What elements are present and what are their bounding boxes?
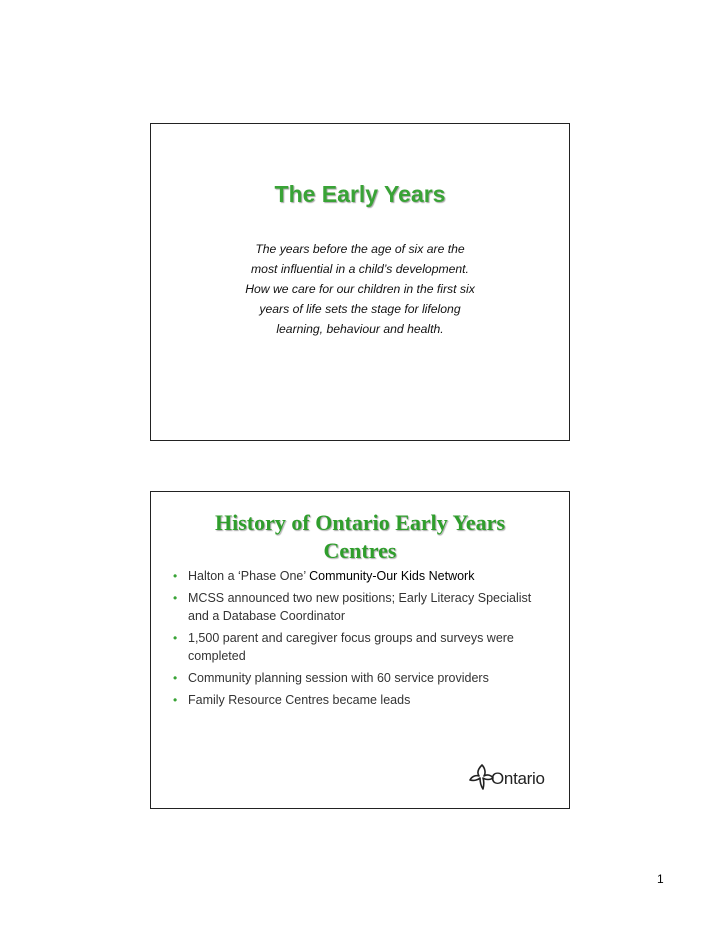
bullet-text: 1,500 parent and caregiver focus groups and surveys were completed — [188, 631, 514, 663]
slide-history — [150, 491, 570, 809]
bullet-text: MCSS announced two new positions; Early Literacy Specialist and a Database Coordinator — [188, 591, 532, 623]
body-line: learning, behaviour and health. — [276, 322, 444, 336]
slide-early-years — [150, 123, 570, 441]
bullet-item — [173, 567, 555, 585]
bullet-icon: • — [173, 671, 178, 685]
bullet-list — [173, 567, 555, 713]
slide-title — [151, 509, 569, 565]
body-line: The years before the age of six are the — [255, 242, 465, 256]
bullet-text: Halton a ‘Phase One’ — [188, 569, 310, 583]
body-line: How we care for our children in the first six — [245, 282, 475, 296]
bullet-item — [173, 669, 555, 687]
bullet-highlight: Community-Our Kids Network — [309, 569, 475, 583]
title-line: History of Ontario Early Years — [214, 510, 506, 535]
bullet-text: Community planning session with 60 service providers — [188, 671, 489, 685]
page-number: 1 — [657, 872, 664, 886]
title-line: Centres — [323, 538, 397, 563]
body-line: most influential in a child’s development. — [251, 262, 469, 276]
bullet-icon: • — [173, 591, 178, 605]
bullet-item — [173, 691, 555, 709]
slide-title: The Early Years — [274, 181, 446, 207]
bullet-icon: • — [173, 693, 178, 707]
bullet-icon: • — [173, 569, 178, 583]
bullet-item — [173, 589, 555, 625]
bullet-item — [173, 629, 555, 665]
ontario-logo — [469, 763, 559, 793]
bullet-text: Family Resource Centres became leads — [188, 693, 411, 707]
body-line: years of life sets the stage for lifelong — [259, 302, 461, 316]
logo-text: Ontario — [491, 769, 545, 788]
bullet-icon: • — [173, 631, 178, 645]
slide-body-text — [191, 239, 529, 339]
